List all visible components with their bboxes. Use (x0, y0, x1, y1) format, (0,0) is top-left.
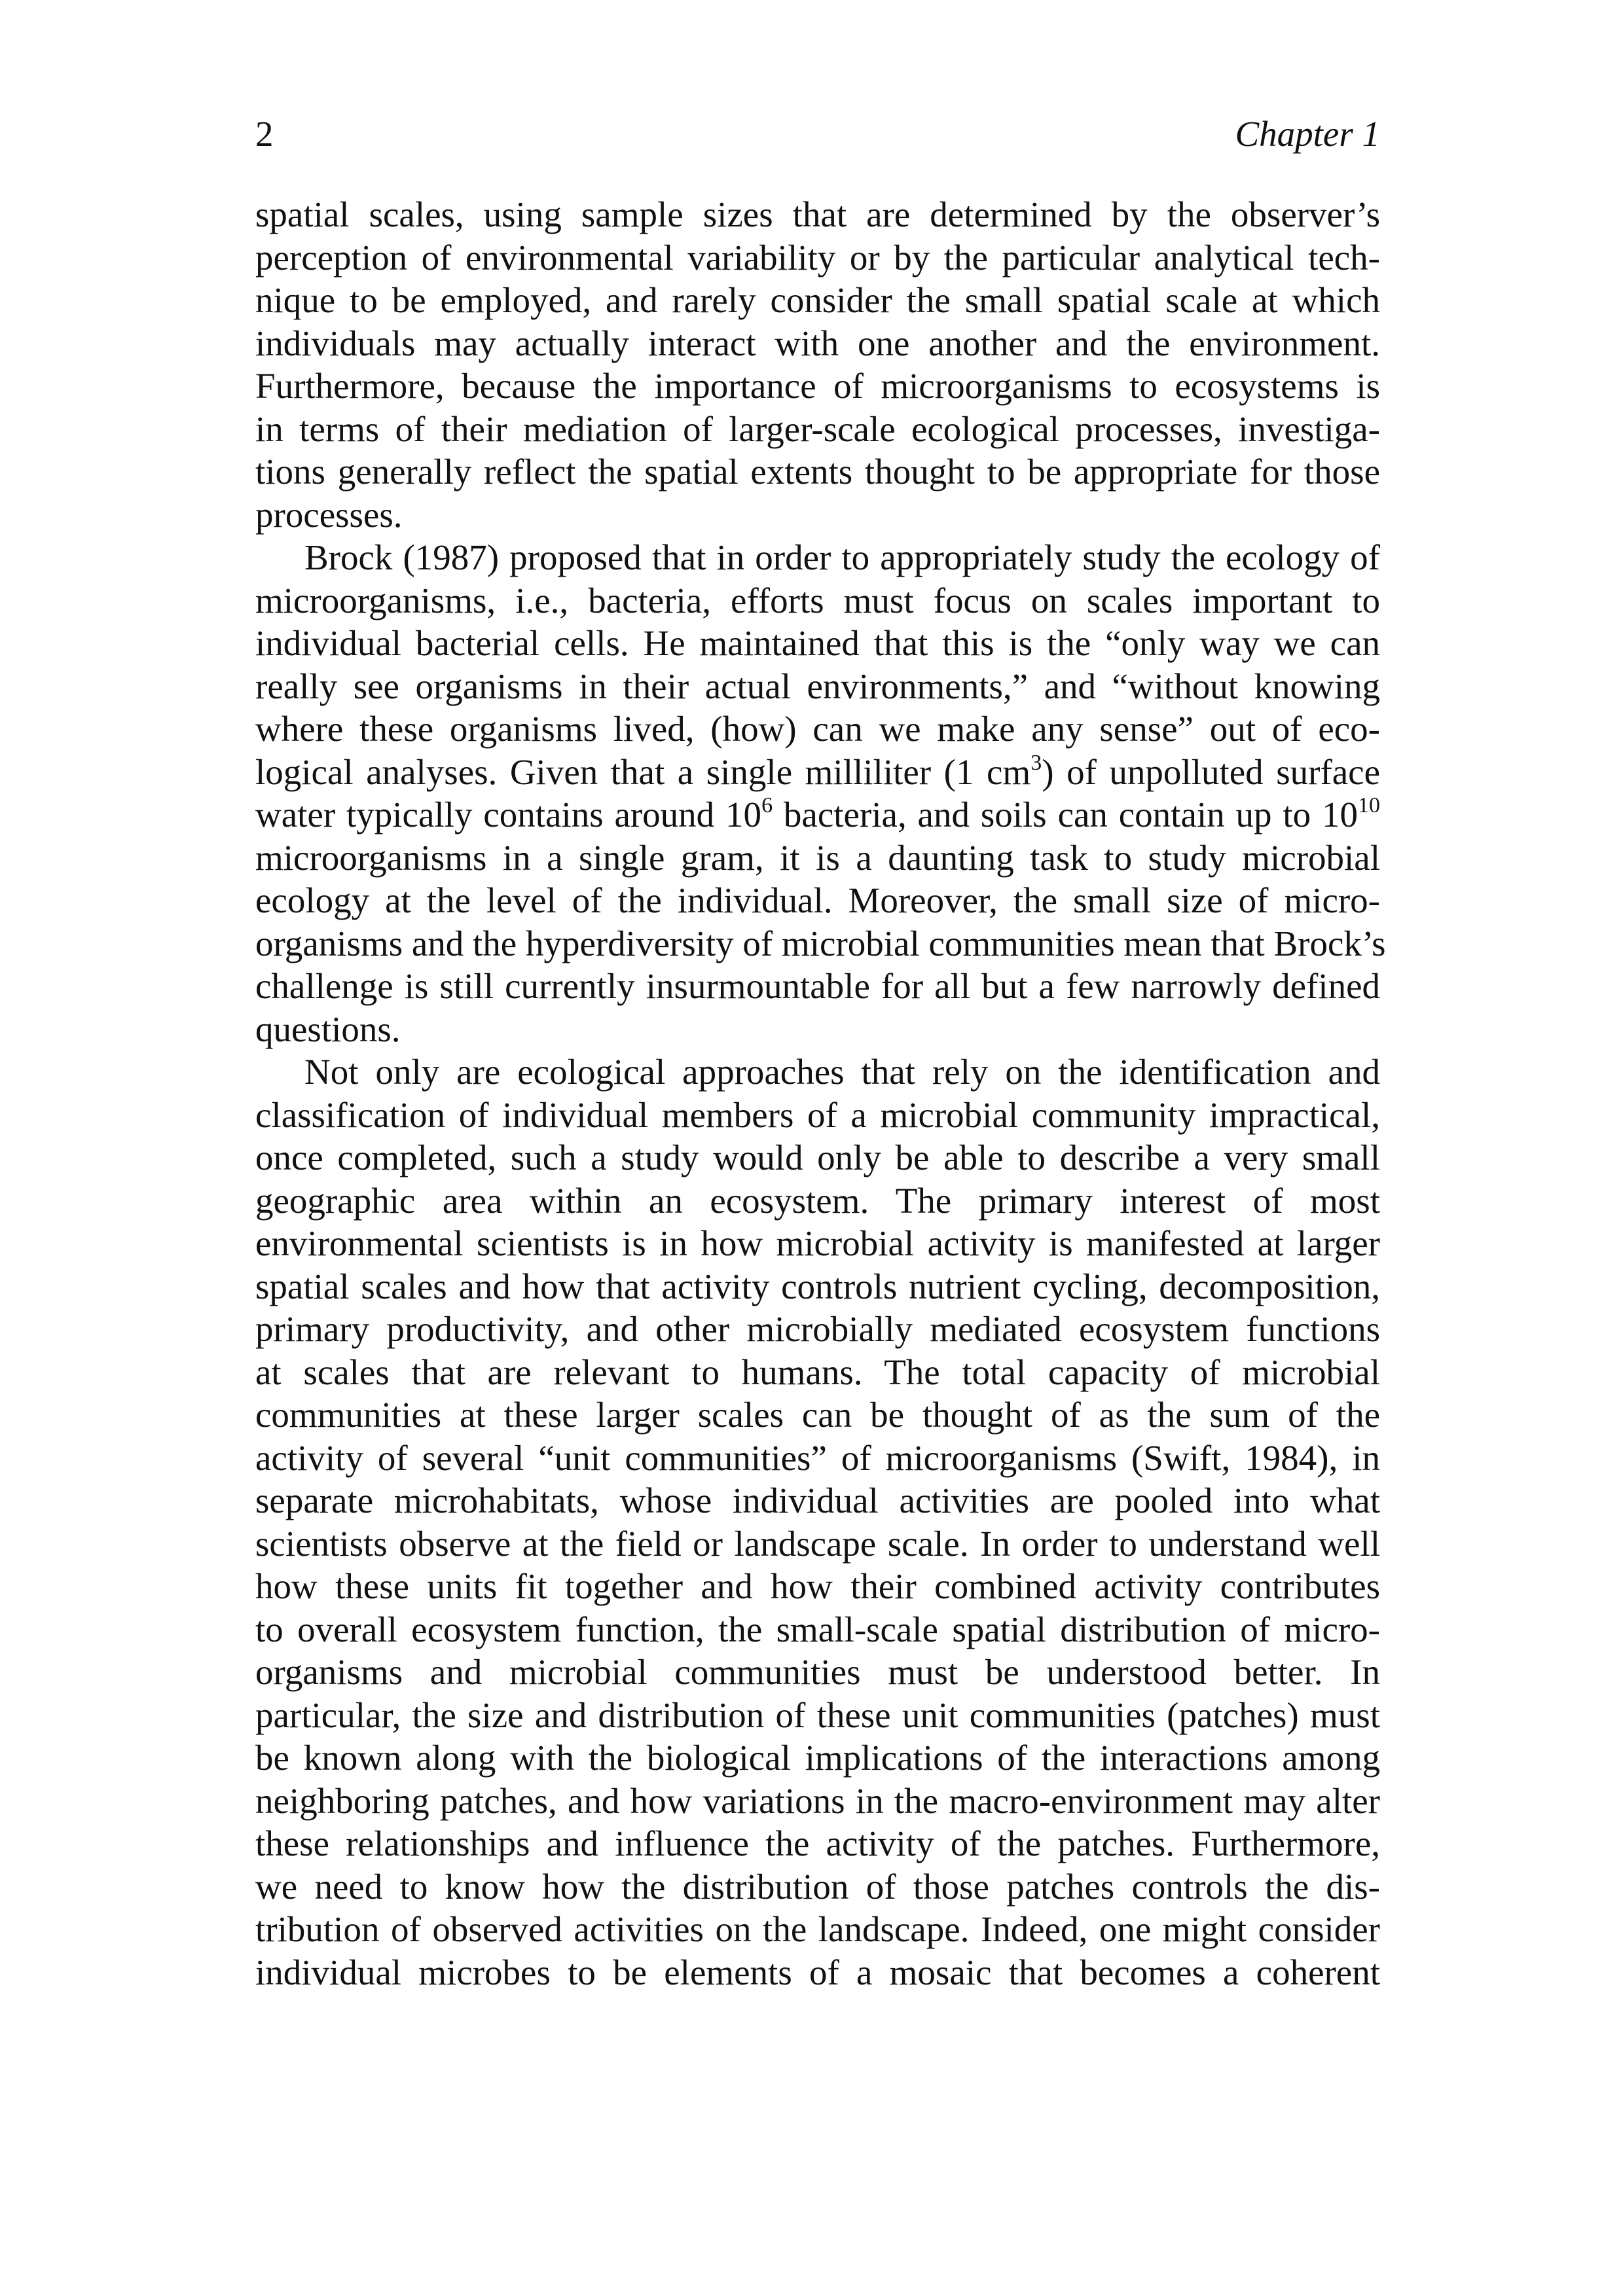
text-line: spatial scales, using sample sizes that are determined by the observer’s (255, 194, 1380, 234)
text-line: be known along with the biological implications of the interactions among (255, 1738, 1380, 1778)
text-line: separate microhabitats, whose individual activities are pooled into what (255, 1480, 1380, 1520)
text-segment: logical analyses. Given that a single milliliter (1 cm (255, 751, 1031, 792)
text-line: spatial scales and how that activity controls nutrient cycling, decomposition, (255, 1266, 1380, 1306)
text-segment: bacteria, and soils can contain up to 10 (773, 795, 1359, 834)
text-line: questions. (255, 1009, 401, 1049)
text-line: individual microbes to be elements of a mosaic that becomes a coherent (255, 1952, 1380, 1992)
text-line: processes. (255, 494, 403, 535)
text-line: tribution of observed activities on the landscape. Indeed, one might consider (255, 1909, 1380, 1949)
text-line: these relationships and influence the activity of the patches. Furthermore, (255, 1823, 1380, 1863)
text-line: Not only are ecological approaches that rely on the identification and (304, 1052, 1380, 1092)
text-line: perception of environmental variability or by the particular analytical tech- (255, 237, 1380, 278)
text-line: tions generally reflect the spatial extents thought to be appropriate for those (255, 452, 1380, 492)
text-line (255, 793, 1380, 836)
text-line: classification of individual members of a microbial community impractical, (255, 1094, 1380, 1135)
text-line: in terms of their mediation of larger-scale ecological processes, investiga- (255, 408, 1380, 449)
text-line: really see organisms in their actual environments,” and “without knowing (255, 666, 1380, 706)
text-line: where these organisms lived, (how) can we make any sense” out of eco- (255, 709, 1380, 749)
body-text (255, 193, 1386, 1994)
superscript: 6 (761, 793, 773, 817)
text-line: activity of several “unit communities” of microorganisms (Swift, 1984), in (255, 1437, 1380, 1478)
text-line: we need to know how the distribution of those patches controls the dis- (255, 1866, 1380, 1907)
running-head (255, 108, 1380, 160)
text-line: environmental scientists is in how microbial activity is manifested at larger (255, 1223, 1380, 1263)
text-line: once completed, such a study would only be able to describe a very small (255, 1138, 1380, 1177)
text-line: Brock (1987) proposed that in order to appropriately study the ecology of (304, 537, 1380, 577)
paragraph (255, 1050, 1380, 1994)
chapter-label: Chapter 1 (1235, 114, 1380, 154)
text-line: at scales that are relevant to humans. The total capacity of microbial (255, 1352, 1380, 1392)
page-number: 2 (255, 114, 274, 154)
text-line: primary productivity, and other microbially mediated ecosystem functions (255, 1309, 1380, 1349)
text-line: communities at these larger scales can be thought of as the sum of the (255, 1395, 1380, 1435)
text-line: microorganisms, i.e., bacteria, efforts must focus on scales important to (255, 580, 1380, 620)
text-line: particular, the size and distribution of these unit communities (patches) must (255, 1695, 1380, 1735)
text-line: challenge is still currently insurmountable for all but a few narrowly defined (255, 966, 1380, 1006)
text-line: microorganisms in a single gram, it is a daunting task to study microbial (255, 837, 1380, 878)
text-line: organisms and the hyperdiversity of microbial communities mean that Brock’s (255, 923, 1386, 963)
text-line: individuals may actually interact with one another and the environment. (255, 323, 1380, 363)
text-line: geographic area within an ecosystem. The primary interest of most (255, 1180, 1380, 1221)
text-line: neighboring patches, and how variations in the macro-environment may alter (255, 1780, 1380, 1821)
text-segment: water typically contains around 10 (255, 795, 762, 834)
text-line: nique to be employed, and rarely consider the small spatial scale at which (255, 280, 1380, 320)
text-line: individual bacterial cells. He maintained that this is the “only way we can (255, 623, 1380, 663)
superscript: 10 (1358, 793, 1381, 817)
text-line: Furthermore, because the importance of microorganisms to ecosystems is (255, 366, 1380, 406)
text-line: to overall ecosystem function, the small-scale spatial distribution of micro- (255, 1609, 1380, 1649)
text-line: how these units fit together and how their combined activity contributes (255, 1566, 1380, 1606)
text-line (255, 751, 1380, 794)
paragraph (255, 193, 1380, 536)
text-line: ecology at the level of the individual. Moreover, the small size of micro- (255, 880, 1380, 920)
paragraph (255, 536, 1386, 1050)
superscript: 3 (1030, 750, 1042, 775)
text-line: scientists observe at the field or landscape scale. In order to understand well (255, 1523, 1380, 1564)
text-line: organisms and microbial communities must be understood better. In (255, 1652, 1380, 1692)
text-segment: ) of unpolluted surface (1042, 751, 1380, 792)
